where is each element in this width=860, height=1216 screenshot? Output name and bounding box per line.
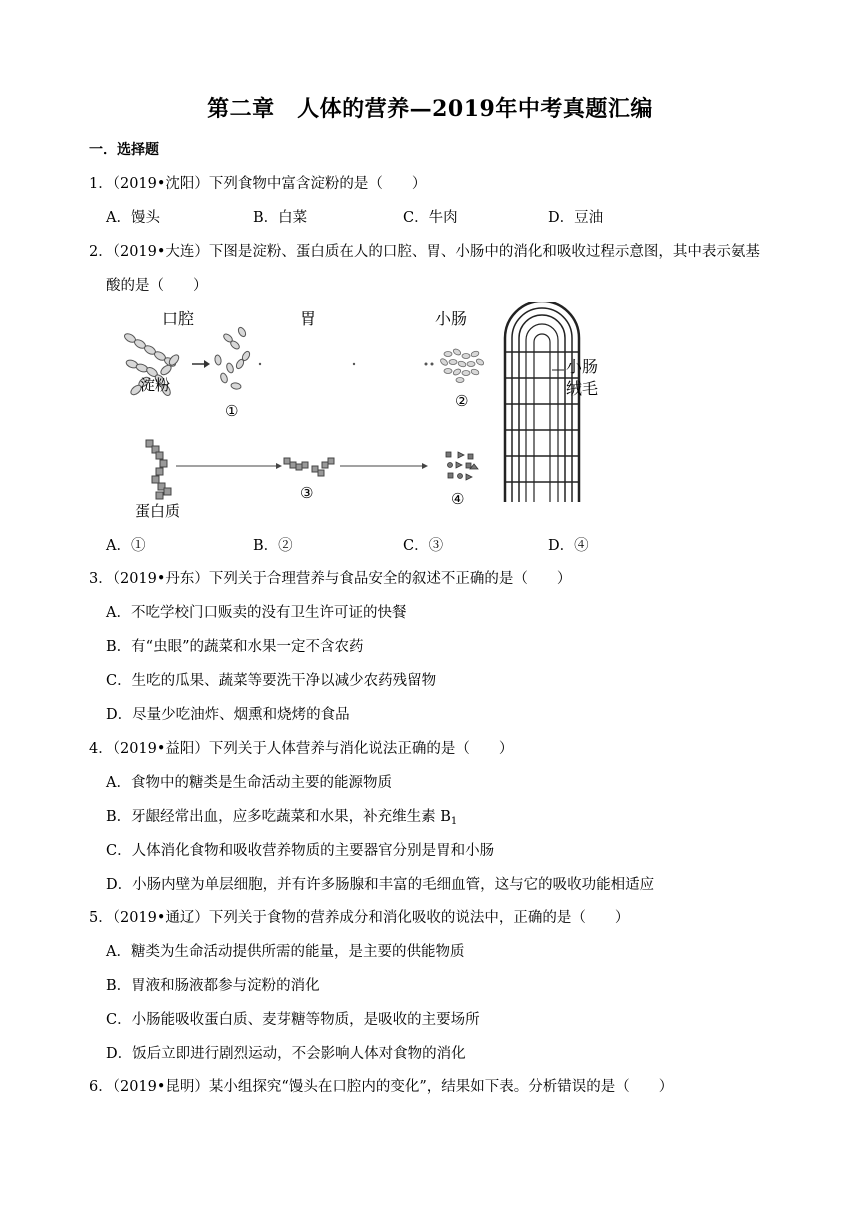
question-2-option-b[interactable]: B．② bbox=[253, 538, 293, 554]
diagram-label-intestine: 小肠 bbox=[435, 309, 468, 328]
question-2-stem-line1: 2．（2019•大连）下图是淀粉、蛋白质在人的口腔、胃、小肠中的消化和吸收过程示意图，其中表示氨基 bbox=[89, 244, 760, 260]
maltose-fragments bbox=[214, 326, 251, 390]
question-3-option-d[interactable]: D．尽量少吃油炸、烟熏和烧烤的食品 bbox=[106, 707, 350, 723]
diagram-mark-1: ① bbox=[225, 402, 239, 420]
diagram-mark-4: ④ bbox=[451, 490, 465, 508]
amino-acid-cluster bbox=[446, 452, 478, 480]
polypeptide-fragments bbox=[284, 458, 334, 476]
dot-4 bbox=[431, 363, 434, 366]
diagram-label-starch: 淀粉 bbox=[140, 376, 171, 394]
question-4-option-b[interactable] bbox=[106, 805, 457, 827]
question-1-option-d[interactable]: D．豆油 bbox=[548, 210, 604, 226]
question-6-stem: 6．（2019•昆明）某小组探究“馒头在口腔内的变化”，结果如下表。分析错误的是（ ） bbox=[89, 1079, 674, 1095]
diagram-label-mouth: 口腔 bbox=[162, 309, 195, 328]
question-3-stem: 3．（2019•丹东）下列关于合理营养与食品安全的叙述不正确的是（ ） bbox=[89, 571, 572, 587]
glucose-cluster bbox=[439, 348, 484, 383]
question-5-option-b[interactable]: B．胃液和肠液都参与淀粉的消化 bbox=[106, 978, 320, 994]
question-5-option-a[interactable]: A．糖类为生命活动提供所需的能量，是主要的供能物质 bbox=[106, 944, 465, 960]
question-1-option-c[interactable]: C．牛肉 bbox=[403, 210, 458, 226]
diagram-label-stomach: 胃 bbox=[300, 309, 317, 328]
question-4-option-c[interactable]: C．人体消化食物和吸收营养物质的主要器官分别是胃和小肠 bbox=[106, 843, 495, 859]
diagram-mark-3: ③ bbox=[300, 484, 314, 502]
question-5-option-d[interactable]: D．饭后立即进行剧烈运动，不会影响人体对食物的消化 bbox=[106, 1046, 466, 1062]
arrow-head-protein-1 bbox=[276, 463, 282, 469]
question-5-option-c[interactable]: C．小肠能吸收蛋白质、麦芽糖等物质，是吸收的主要场所 bbox=[106, 1012, 480, 1028]
dot-1 bbox=[259, 363, 261, 365]
question-2-stem-line2: 酸的是（ ） bbox=[106, 278, 208, 294]
dot-3 bbox=[425, 363, 428, 366]
section-heading: 一．选择题 bbox=[89, 142, 159, 158]
question-3-option-b[interactable]: B．有“虫眼”的蔬菜和水果一定不含农药 bbox=[106, 639, 364, 655]
arrow-head-starch-1 bbox=[204, 360, 210, 368]
diagram-mark-2: ② bbox=[455, 392, 469, 410]
diagram-label-protein: 蛋白质 bbox=[135, 502, 181, 520]
question-5-stem: 5．（2019•通辽）下列关于食物的营养成分和消化吸收的说法中，正确的是（ ） bbox=[89, 910, 630, 926]
question-4-option-d[interactable]: D．小肠内壁为单层细胞，并有许多肠腺和丰富的毛细血管，这与它的吸收功能相适应 bbox=[106, 877, 655, 893]
page-title: 第二章 人体的营养—2019年中考真题汇编 bbox=[207, 96, 653, 122]
vitamin-subscript: 1 bbox=[450, 816, 458, 827]
protein-chain bbox=[146, 440, 171, 499]
question-2-option-d[interactable]: D．④ bbox=[548, 538, 589, 554]
question-3-option-c[interactable]: C．生吃的瓜果、蔬菜等要洗干净以减少农药残留物 bbox=[106, 673, 437, 689]
question-2-option-a[interactable]: A．① bbox=[106, 538, 146, 554]
question-1-option-a[interactable]: A．馒头 bbox=[106, 210, 160, 226]
diagram-label-villus-2: 绒毛 bbox=[566, 379, 599, 398]
intestinal-villus bbox=[505, 302, 579, 502]
arrow-head-protein-2 bbox=[422, 463, 428, 469]
question-3-option-a[interactable]: A．不吃学校门口贩卖的没有卫生许可证的快餐 bbox=[106, 605, 407, 621]
diagram-label-villus-1: 小肠 bbox=[566, 357, 599, 376]
dot-2 bbox=[353, 363, 355, 365]
question-2-option-c[interactable]: C．③ bbox=[403, 538, 444, 554]
question-4-option-a[interactable]: A．食物中的糖类是生命活动主要的能源物质 bbox=[106, 775, 392, 791]
digestion-diagram bbox=[100, 302, 620, 524]
question-4-stem: 4．（2019•益阳）下列关于人体营养与消化说法正确的是（ ） bbox=[89, 741, 514, 757]
question-1-stem: 1．（2019•沈阳）下列食物中富含淀粉的是（ ） bbox=[89, 176, 427, 192]
question-1-option-b[interactable]: B．白菜 bbox=[253, 210, 308, 226]
question-4-option-b-text: B．牙龈经常出血，应多吃蔬菜和水果，补充维生素 B bbox=[106, 809, 451, 825]
